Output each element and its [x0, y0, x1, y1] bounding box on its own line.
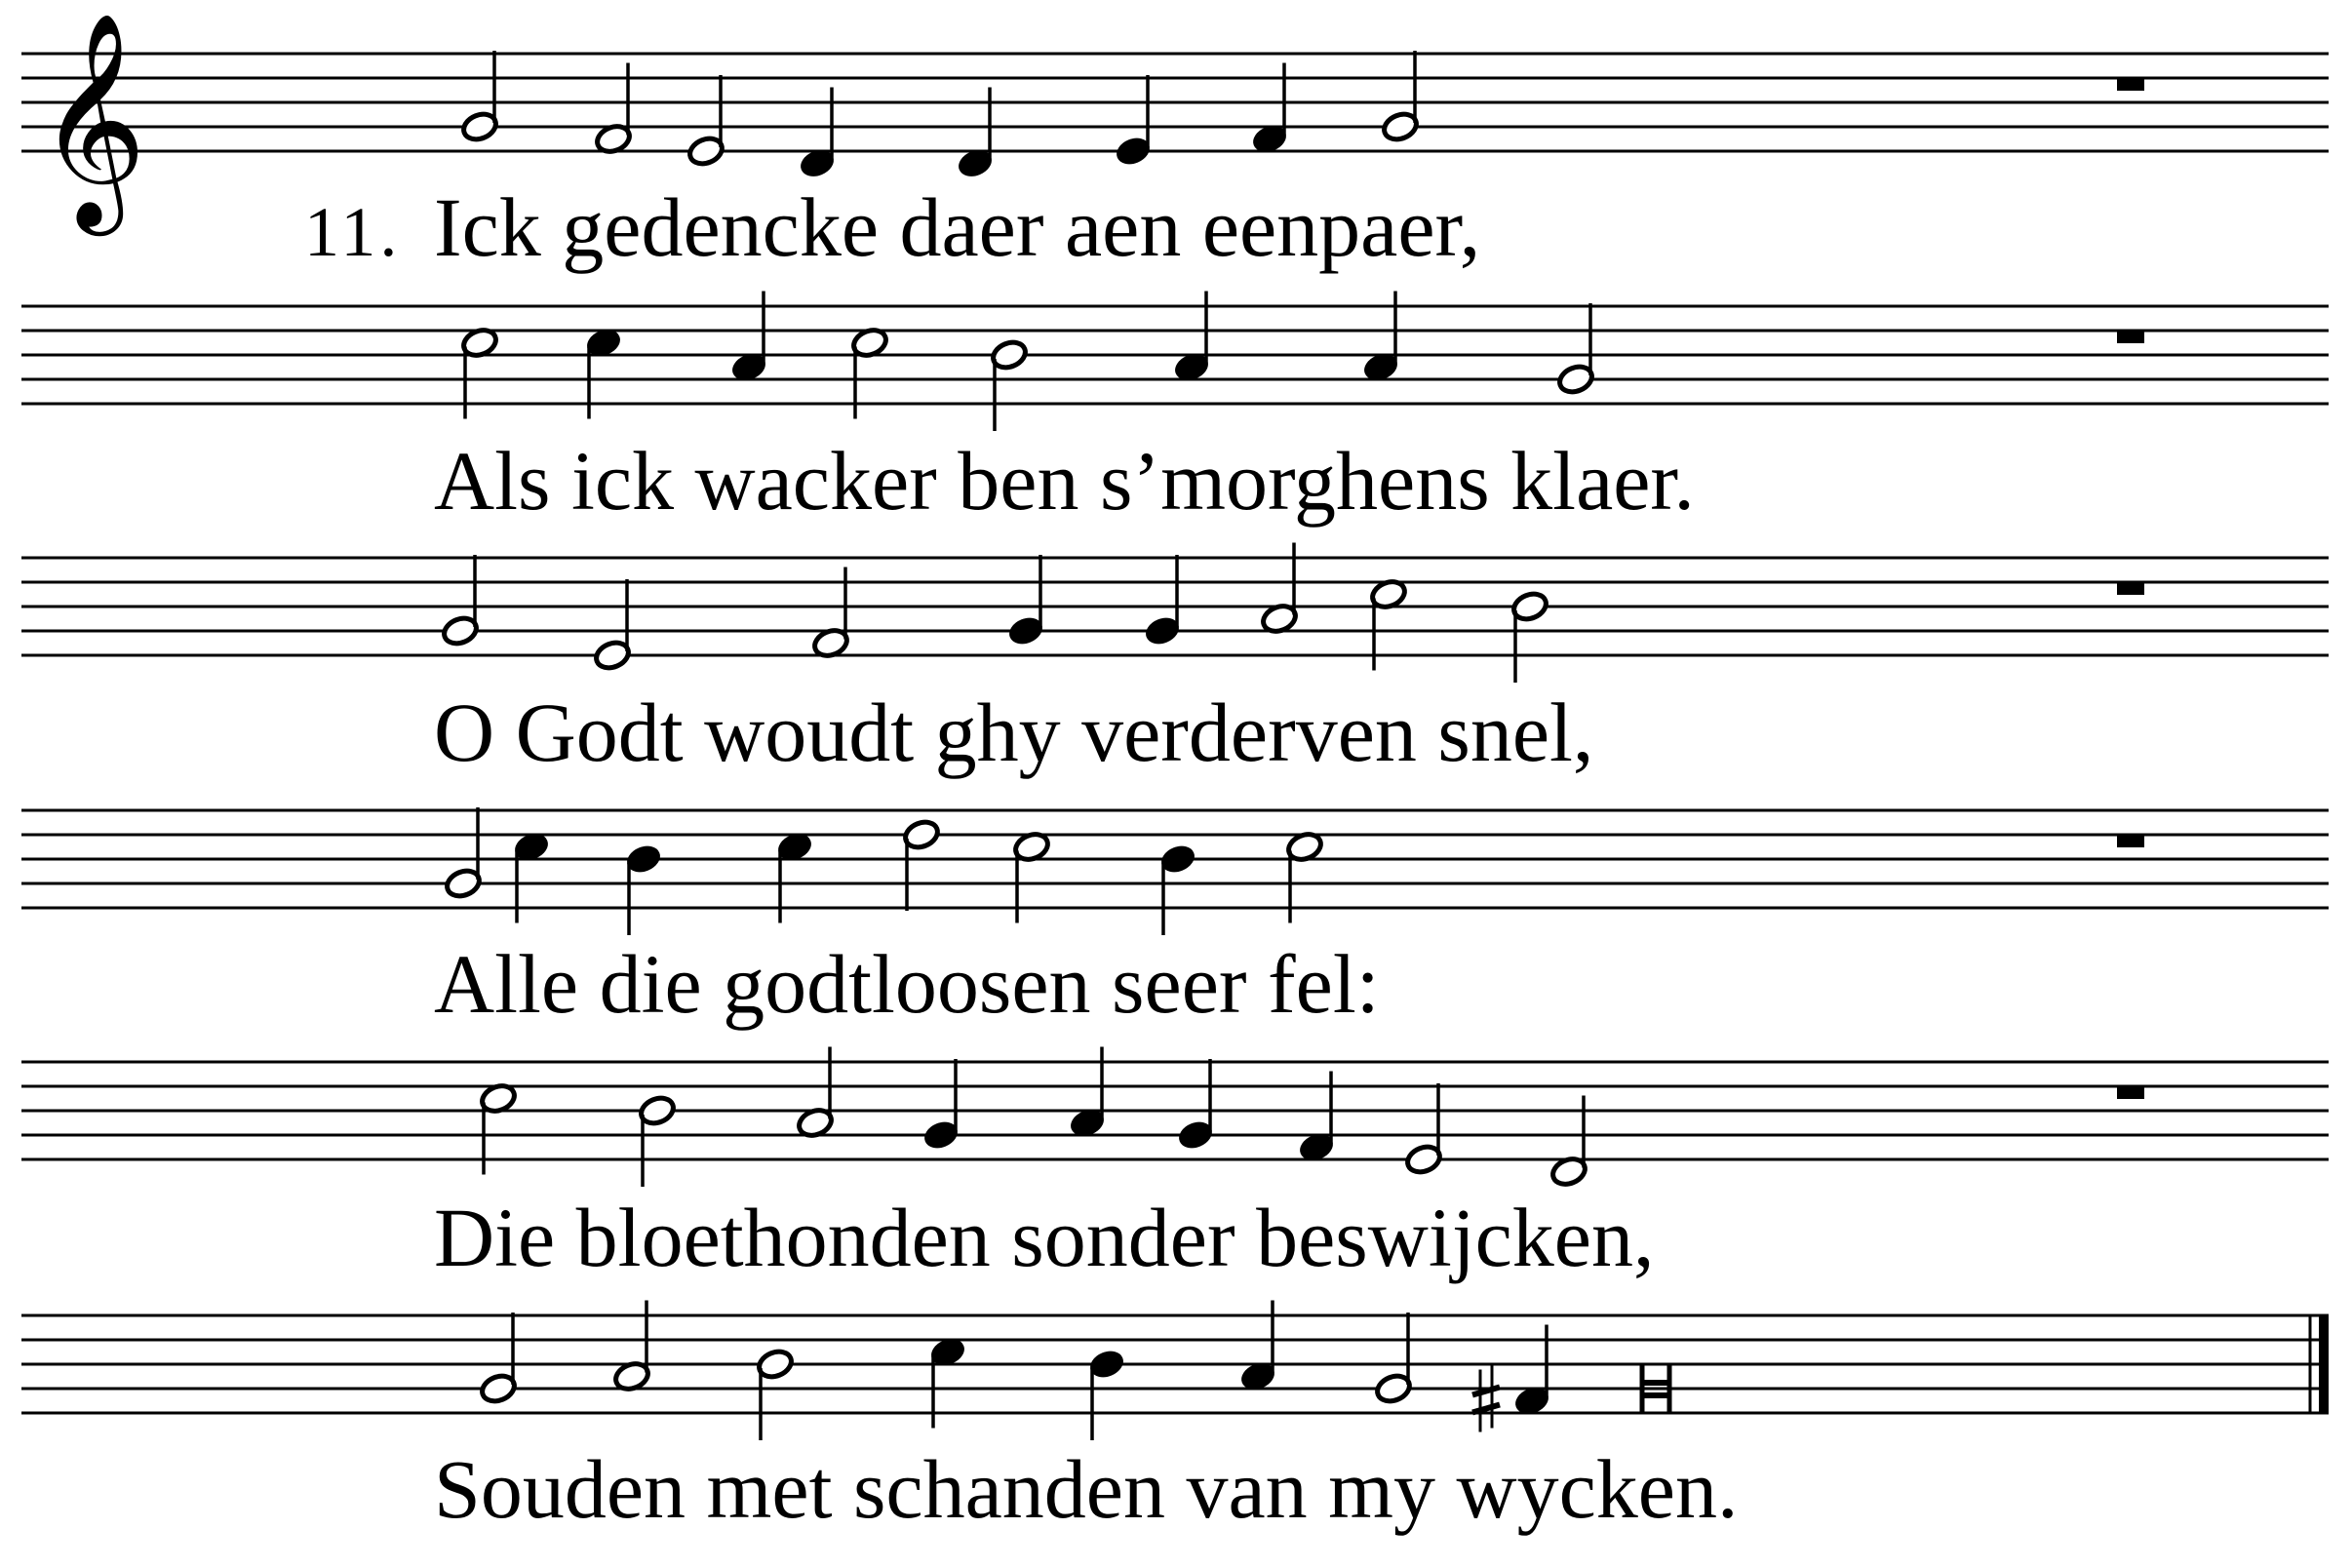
note-breve — [1640, 1392, 1671, 1398]
lyric-line-3: O Godt woudt ghy verderven snel, — [434, 686, 1594, 779]
rest-mark — [2117, 1086, 2144, 1099]
lyric-line-1: Ick gedencke daer aen eenpaer, — [434, 180, 1481, 274]
lyric-line-4: Alle die godtloosen seer fel: — [434, 937, 1380, 1031]
note-breve — [1640, 1380, 1671, 1386]
rest-mark — [2117, 582, 2144, 595]
sharp-accidental — [1472, 1405, 1500, 1413]
rest-mark — [2117, 331, 2144, 343]
lyric-line-5: Die bloethonden sonder beswijcken, — [434, 1191, 1655, 1284]
rest-mark — [2117, 835, 2144, 847]
lyric-line-2: Als ick wacker ben s’morghens klaer. — [434, 434, 1695, 528]
verse-number: 11. — [304, 193, 402, 271]
treble-clef-icon: 𝄞 — [37, 11, 147, 226]
lyric-line-6: Souden met schanden van my wycken. — [434, 1442, 1739, 1536]
rest-mark — [2117, 78, 2144, 91]
